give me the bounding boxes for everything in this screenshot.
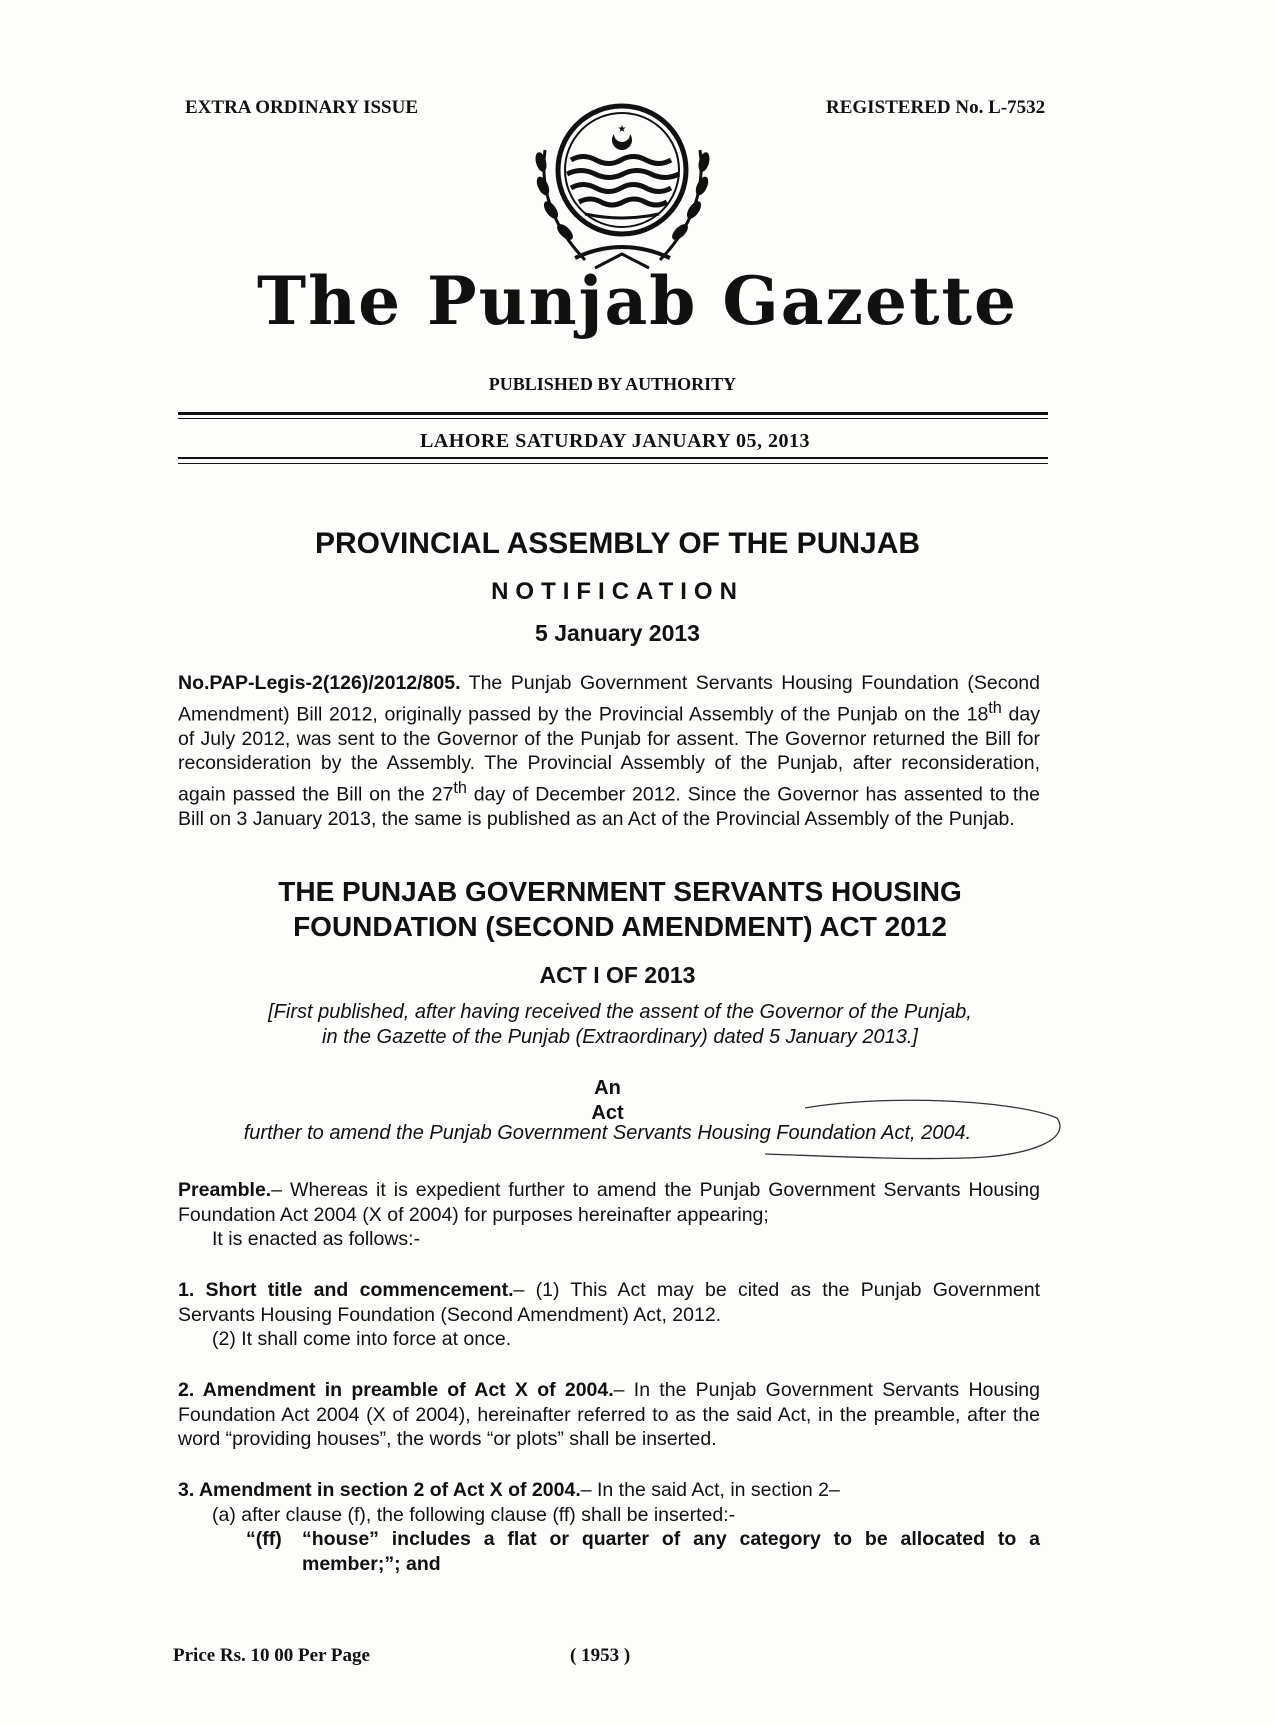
- notification-paragraph: No.PAP-Legis-2(126)/2012/805. The Punjab Government Servants Housing Foundation (Second Amendment) Bill 2012, originally passed by the Provincial Assembly of the Punjab on the 18th day of July 2012, was sent to the Governor of the Punjab for assent. The Governor returned the Bill for reconsideration by the Assembly. The Provincial Assembly of the Punjab, after reconsideration, again passed the Bill on the 27th day of December 2012. Since the Governor has assented to the Bill on 3 January 2013, the same is published as an Act of the Provincial Assembly of the Punjab.: [178, 672, 1040, 830]
- svg-text:★: ★: [617, 124, 627, 135]
- notification-number: No.PAP-Legis-2(126)/2012/805.: [178, 672, 461, 694]
- dateline: LAHORE SATURDAY JANUARY 05, 2013: [420, 430, 810, 452]
- published-by-authority: PUBLISHED BY AUTHORITY: [488, 374, 737, 394]
- section-2: 2. Amendment in preamble of Act X of 2004.– In the Punjab Government Servants Housing Foundation Act 2004 (X of 2004), hereinafter referred to as the said Act, in the preamble, after the word “providing houses”, the words “or plots” shall be inserted.: [178, 1379, 1040, 1451]
- bottom-rule-thin: [178, 463, 1048, 464]
- notification-heading: NOTIFICATION: [491, 578, 744, 605]
- page-number: ( 1953 ): [570, 1645, 631, 1666]
- gazette-title: The Punjab Gazette: [256, 262, 1018, 340]
- issue-label: EXTRA ORDINARY ISSUE: [185, 97, 419, 118]
- registration-number: REGISTERED No. L-7532: [826, 97, 1046, 118]
- clause-ff: “(ff) “house” includes a flat or quarter of any category to be allocated to a member;”; and: [246, 1528, 1040, 1575]
- assembly-heading: PROVINCIAL ASSEMBLY OF THE PUNJAB: [314, 527, 921, 560]
- price-label: Price Rs. 10 00 Per Page: [173, 1645, 370, 1666]
- act-title: THE PUNJAB GOVERNMENT SERVANTS HOUSING FOUNDATION (SECOND AMENDMENT) ACT 2012: [278, 876, 962, 942]
- section-1: 1. Short title and commencement.– (1) This Act may be cited as the Punjab Government Servants Housing Foundation (Second Amendment) Act, 2012. (2) It shall come into force at once.: [178, 1279, 1040, 1351]
- section-3: 3. Amendment in section 2 of Act X of 2004.– In the said Act, in section 2– (a) after clause (f), the following clause (ff) shall be inserted:- “(ff) “house” includes a flat or quarter of any category to be allocated to a member;”; and: [178, 1479, 1040, 1575]
- top-rule-thin: [178, 418, 1048, 419]
- bottom-rule: [178, 457, 1048, 459]
- long-title: further to amend the Punjab Government Servants Housing Foundation Act, 2004.: [243, 1122, 972, 1144]
- notification-date: 5 January 2013: [535, 620, 700, 646]
- handwritten-oval-mark: [765, 1098, 1065, 1162]
- act-number: ACT I OF 2013: [539, 962, 696, 988]
- publication-note: [First published, after having received the assent of the Governor of the Punjab, in the Gazette of the Punjab (Extraordinary) dated 5 January 2013.]: [268, 1001, 972, 1048]
- an-act-heading: An Act: [591, 1077, 624, 1124]
- preamble-paragraph: Preamble.– Whereas it is expedient further to amend the Punjab Government Servants Housing Foundation Act 2004 (X of 2004) for purposes hereinafter appearing; It is enacted as follows:-: [178, 1179, 1040, 1251]
- top-rule: [178, 412, 1048, 415]
- punjab-emblem-icon: [515, 90, 730, 290]
